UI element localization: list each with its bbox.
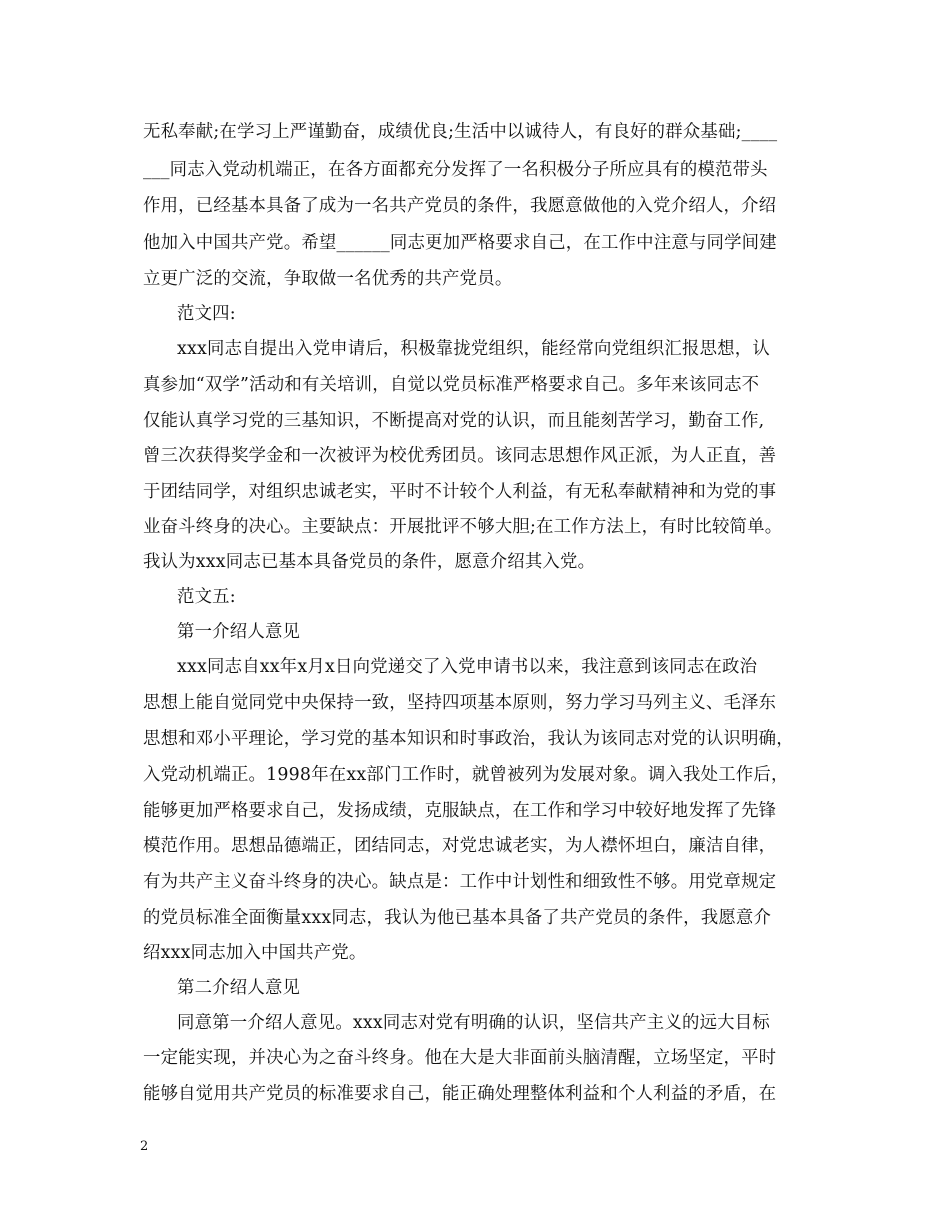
body-text-line: 的党员标准全面衡量xxx同志，我认为他已基本具备了共产党员的条件，我愿意介 <box>143 908 772 928</box>
body-text-line: 曾三次获得奖学金和一次被评为校优秀团员。该同志思想作风正派，为人正直，善 <box>143 446 777 466</box>
body-text-line: 思想和邓小平理论，学习党的基本知识和时事政治，我认为该同志对党的认识明确， <box>143 729 794 749</box>
body-text-line: 作用，已经基本具备了成为一名共产党员的条件，我愿意做他的入党介绍人，介绍 <box>143 196 777 216</box>
body-text-line: 同意第一介绍人意见。xxx同志对党有明确的认识，坚信共产主义的远大目标 <box>177 1013 770 1033</box>
body-text-line: 我认为xxx同志已基本具备党员的条件，愿意介绍其入党。 <box>143 552 596 572</box>
body-text-line: ___同志入党动机端正，在各方面都充分发挥了一名积极分子所应具有的模范带头 <box>143 160 768 180</box>
body-text-line: 无私奉献;在学习上严谨勤奋，成绩优良;生活中以诚待人，有良好的群众基础;____ <box>143 122 778 142</box>
sub-heading: 第二介绍人意见 <box>177 978 301 998</box>
body-text-line: 思想上能自觉同党中央保持一致，坚持四项基本原则，努力学习马列主义、毛泽东 <box>143 693 777 713</box>
body-text-line: 一定能实现，并决心为之奋斗终身。他在大是大非面前头脑清醒，立场坚定，平时 <box>143 1048 777 1068</box>
body-text-line: 真参加“双学”活动和有关培训，自觉以党员标准严格要求自己。多年来该同志不 <box>143 375 760 395</box>
section-heading: 范文五: <box>177 587 236 607</box>
body-text-line: 他加入中国共产党。希望______同志更加严格要求自己，在工作中注意与同学间建 <box>143 233 777 253</box>
body-text-line: 入党动机端正。1998年在xx部门工作时，就曾被列为发展对象。调入我处工作后， <box>143 765 789 785</box>
section-heading: 范文四: <box>177 304 236 324</box>
body-text-line: 有为共产主义奋斗终身的决心。缺点是：工作中计划性和细致性不够。用党章规定 <box>143 872 777 892</box>
body-text-line: 能够更加严格要求自己，发扬成绩，克服缺点，在工作和学习中较好地发挥了先锋 <box>143 801 777 821</box>
body-text-line: xxx同志自提出入党申请后，积极靠拢党组织，能经常向党组织汇报思想，认 <box>177 339 770 359</box>
body-text-line: 模范作用。思想品德端正，团结同志，对党忠诚老实，为人襟怀坦白，廉洁自律， <box>143 836 777 856</box>
body-text-line: 业奋斗终身的决心。主要缺点：开展批评不够大胆;在工作方法上，有时比较简单。 <box>143 517 783 537</box>
body-text-line: 仅能认真学习党的三基知识，不断提高对党的认识，而且能刻苦学习，勤奋工作, <box>143 411 765 431</box>
page-number: 2 <box>140 1139 149 1154</box>
body-text-line: 立更广泛的交流，争取做一名优秀的共产党员。 <box>143 269 513 289</box>
body-text-line: 能够自觉用共产党员的标准要求自己，能正确处理整体利益和个人利益的矛盾，在 <box>143 1084 777 1104</box>
body-text-line: xxx同志自xx年x月x日向党递交了入党申请书以来，我注意到该同志在政治 <box>177 657 758 677</box>
sub-heading: 第一介绍人意见 <box>177 622 301 642</box>
body-text-line: 绍xxx同志加入中国共产党。 <box>143 943 367 963</box>
body-text-line: 于团结同学，对组织忠诚老实，平时不计较个人利益，有无私奉献精神和为党的事 <box>143 482 777 502</box>
